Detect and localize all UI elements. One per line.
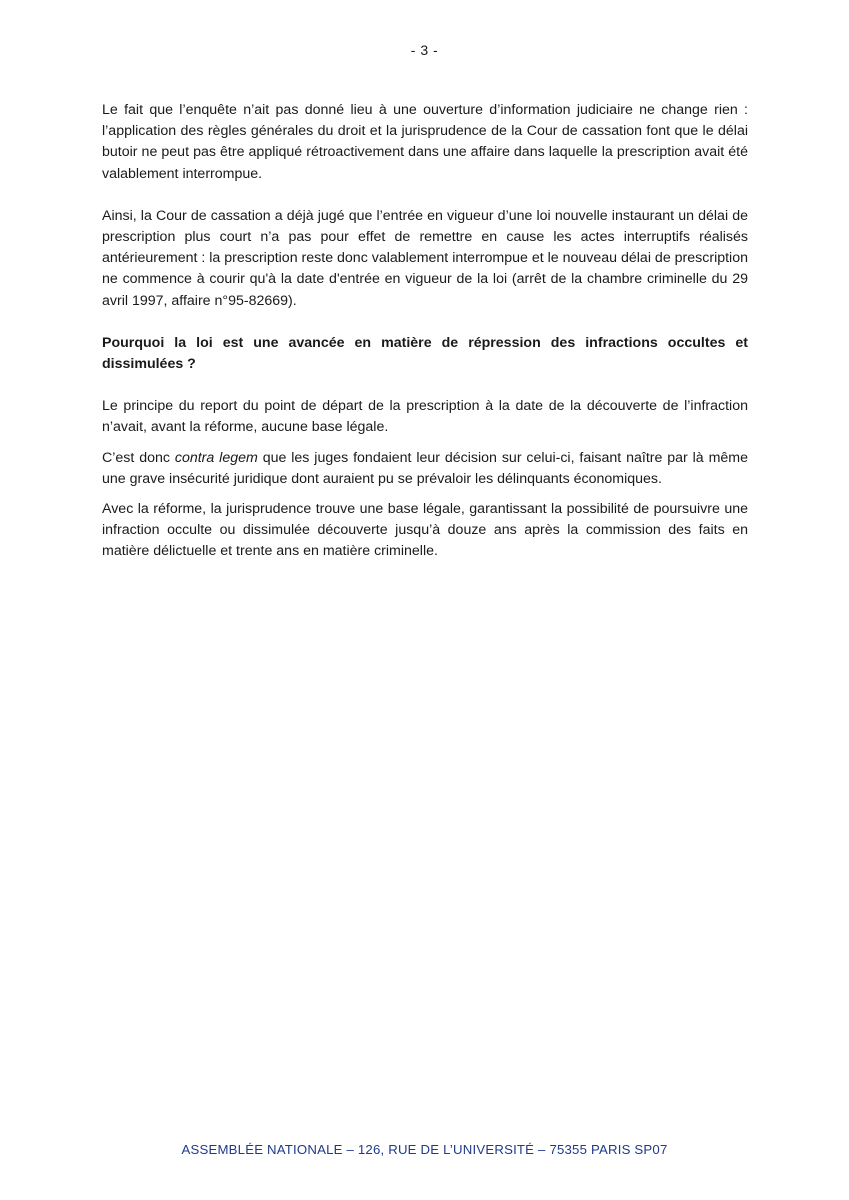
section-heading: Pourquoi la loi est une avancée en matière de répression des infractions occultes et dissimulées ?	[102, 334, 748, 373]
paragraph-contra-legem-start: C’est donc	[102, 449, 175, 466]
body-text	[102, 100, 748, 563]
paragraph-report-prescription: Le principe du report du point de départ de la prescription à la date de la découverte de l’infraction n’avait, avant la réforme, aucune base légale.	[102, 398, 748, 436]
page-number: - 3 -	[410, 42, 439, 58]
paragraph-contra-legem-end: que les juges fondaient leur décision sur celui-ci, faisant naître par là même une grave insécurité juridique dont auraient pu se prévaloir les délinquants économiques.	[102, 449, 748, 487]
paragraph-enquete: Le fait que l’enquête n’ait pas donné lieu à une ouverture d’information judiciaire ne change rien : l’application des règles générales du droit et la jurisprudence de la Cour de cassation font que le délai butoir ne peut pas être appliqué rétroactivement dans une affaire dans laquelle la prescription avait été valablement interrompue.	[102, 102, 748, 182]
paragraph-reforme: Avec la réforme, la jurisprudence trouve une base légale, garantissant la possibilité de poursuivre une infraction occulte ou dissimulée découverte jusqu’à douze ans après la commission des faits en matière délictuelle et trente ans en matière criminelle.	[102, 501, 748, 560]
paragraph-contra-legem	[102, 448, 748, 490]
footer-address: ASSEMBLÉE NATIONALE – 126, RUE DE L’UNIVERSITÉ – 75355 PARIS SP07	[181, 1142, 668, 1157]
contra-legem-italic: contra legem	[174, 449, 258, 466]
paragraph-cour-de-cassation: Ainsi, la Cour de cassation a déjà jugé que l’entrée en vigueur d’une loi nouvelle instaurant un délai de prescription plus court n’a pas pour effet de remettre en cause les actes interruptifs réalisés antérieurement : la prescription reste donc valablement interrompue et le nouveau délai de prescription ne commence à courir qu'à la date d'entrée en vigueur de la loi (arrêt de la chambre criminelle du 29 avril 1997, affaire n°95-82669).	[102, 207, 748, 309]
